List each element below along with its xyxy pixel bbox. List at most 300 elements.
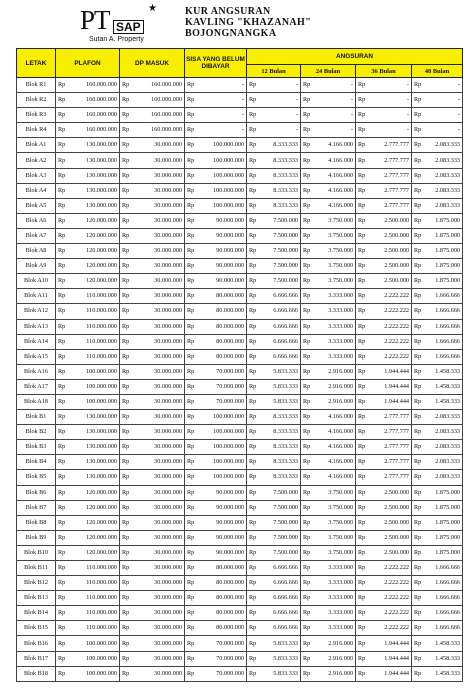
table-row xyxy=(17,500,463,515)
cell-letak: Blok R2 xyxy=(17,93,56,108)
cell-plafon xyxy=(56,93,120,108)
amount-value: 100.000.000 xyxy=(213,186,244,194)
amount-value: 1.875.000 xyxy=(435,503,460,511)
currency-label: Rp xyxy=(414,171,422,179)
cell-b36 xyxy=(356,621,412,636)
cell-b24 xyxy=(301,198,356,213)
amount-value: 8.333.333 xyxy=(273,156,298,164)
cell-b36 xyxy=(356,349,412,364)
currency-label: Rp xyxy=(249,382,257,390)
amount-value: 160.000.000 xyxy=(86,111,117,119)
cell-plafon xyxy=(56,425,120,440)
amount-value: 2.777.777 xyxy=(384,413,409,421)
amount-value: 4.166.000 xyxy=(328,141,353,149)
currency-label: Rp xyxy=(187,639,195,647)
amount-value: 30.000.000 xyxy=(154,594,182,602)
currency-label: Rp xyxy=(122,518,130,526)
cell-plafon xyxy=(56,153,120,168)
amount-value: 70.000.000 xyxy=(216,367,244,375)
amount-value: 5.833.333 xyxy=(273,669,298,677)
currency-label: Rp xyxy=(303,352,311,360)
amount-value: 5.833.333 xyxy=(273,654,298,662)
cell-b24 xyxy=(301,470,356,485)
cell-dp xyxy=(120,213,185,228)
amount-value: 30.000.000 xyxy=(154,337,182,345)
amount-value: 30.000.000 xyxy=(154,352,182,360)
currency-label: Rp xyxy=(358,186,366,194)
currency-label: Rp xyxy=(249,171,257,179)
currency-label: Rp xyxy=(249,428,257,436)
amount-value: 30.000.000 xyxy=(154,186,182,194)
currency-label: Rp xyxy=(358,518,366,526)
currency-label: Rp xyxy=(249,322,257,330)
table-row xyxy=(17,183,463,198)
cell-b12 xyxy=(247,244,301,259)
table-row xyxy=(17,576,463,591)
cell-dp xyxy=(120,108,185,123)
amount-value: 1.875.000 xyxy=(435,518,460,526)
amount-value: 120.000.000 xyxy=(86,548,117,556)
amount-value: 2.083.333 xyxy=(435,473,460,481)
cell-b24 xyxy=(301,621,356,636)
cell-sisa xyxy=(185,78,247,93)
amount-value: 3.750.000 xyxy=(328,231,353,239)
amount-value: 30.000.000 xyxy=(154,277,182,285)
cell-sisa xyxy=(185,606,247,621)
amount-value: 130.000.000 xyxy=(86,186,117,194)
cell-dp xyxy=(120,666,185,681)
amount-value: 110.000.000 xyxy=(86,352,117,360)
logo-tagline: Sutan A. Property xyxy=(89,36,144,43)
amount-value: 90.000.000 xyxy=(216,216,244,224)
currency-label: Rp xyxy=(122,639,130,647)
title-line-3: BOJONGNANGKA xyxy=(185,28,277,39)
currency-label: Rp xyxy=(187,126,195,134)
amount-value: 1.666.666 xyxy=(435,579,460,587)
currency-label: Rp xyxy=(358,639,366,647)
amount-value: 7.500.000 xyxy=(273,533,298,541)
currency-label: Rp xyxy=(414,533,422,541)
cell-b12 xyxy=(247,576,301,591)
cell-sisa xyxy=(185,289,247,304)
cell-dp xyxy=(120,123,185,138)
cell-plafon xyxy=(56,636,120,651)
amount-value: 3.750.000 xyxy=(328,277,353,285)
amount-value: 1.944.444 xyxy=(384,669,409,677)
amount-value: 80.000.000 xyxy=(216,564,244,572)
cell-letak: Blok A1 xyxy=(17,138,56,153)
currency-label: Rp xyxy=(58,307,66,315)
currency-label: Rp xyxy=(187,654,195,662)
currency-label: Rp xyxy=(249,669,257,677)
currency-label: Rp xyxy=(358,247,366,255)
amount-value: 80.000.000 xyxy=(216,337,244,345)
table-row xyxy=(17,621,463,636)
cell-b36 xyxy=(356,455,412,470)
amount-value: 30.000.000 xyxy=(154,292,182,300)
cell-sisa xyxy=(185,213,247,228)
amount-value: 90.000.000 xyxy=(216,231,244,239)
amount-value: 100.000.000 xyxy=(86,398,117,406)
currency-label: Rp xyxy=(303,518,311,526)
currency-label: Rp xyxy=(249,639,257,647)
cell-b12 xyxy=(247,545,301,560)
cell-b24 xyxy=(301,289,356,304)
cell-plafon xyxy=(56,334,120,349)
amount-value: 6.666.666 xyxy=(273,609,298,617)
amount-value: 110.000.000 xyxy=(86,337,117,345)
currency-label: Rp xyxy=(249,579,257,587)
currency-label: Rp xyxy=(122,292,130,300)
cell-letak: Blok B3 xyxy=(17,440,56,455)
cell-sisa xyxy=(185,198,247,213)
cell-plafon xyxy=(56,168,120,183)
cell-b36 xyxy=(356,123,412,138)
cell-b24 xyxy=(301,78,356,93)
amount-value: 2.500.000 xyxy=(384,533,409,541)
cell-b48 xyxy=(412,515,463,530)
currency-label: Rp xyxy=(303,292,311,300)
amount-value: 2.222.222 xyxy=(384,624,409,632)
amount-value: 130.000.000 xyxy=(86,201,117,209)
cell-sisa xyxy=(185,244,247,259)
col-header-letak: LETAK xyxy=(17,49,56,78)
currency-label: Rp xyxy=(122,398,130,406)
currency-label: Rp xyxy=(122,96,130,104)
logo-sap-mark: SAP xyxy=(113,20,144,34)
currency-label: Rp xyxy=(58,126,66,134)
amount-value: 110.000.000 xyxy=(86,579,117,587)
amount-value: 8.333.333 xyxy=(273,171,298,179)
currency-label: Rp xyxy=(187,564,195,572)
amount-value: 1.944.444 xyxy=(384,398,409,406)
cell-plafon xyxy=(56,259,120,274)
table-row xyxy=(17,606,463,621)
cell-b24 xyxy=(301,530,356,545)
currency-label: Rp xyxy=(303,231,311,239)
currency-label: Rp xyxy=(187,594,195,602)
cell-sisa xyxy=(185,561,247,576)
currency-label: Rp xyxy=(249,81,257,89)
amount-value: 160.000.000 xyxy=(151,111,182,119)
table-row xyxy=(17,470,463,485)
table-row xyxy=(17,228,463,243)
cell-b48 xyxy=(412,138,463,153)
currency-label: Rp xyxy=(58,579,66,587)
cell-b48 xyxy=(412,410,463,425)
amount-value: 30.000.000 xyxy=(154,156,182,164)
amount-value: 2.222.222 xyxy=(384,352,409,360)
amount-value: 30.000.000 xyxy=(154,669,182,677)
cell-letak: Blok A9 xyxy=(17,259,56,274)
cell-letak: Blok B15 xyxy=(17,621,56,636)
currency-label: Rp xyxy=(58,413,66,421)
cell-dp xyxy=(120,394,185,409)
currency-label: Rp xyxy=(414,669,422,677)
amount-value: 30.000.000 xyxy=(154,473,182,481)
cell-dp xyxy=(120,606,185,621)
cell-b48 xyxy=(412,636,463,651)
amount-value: 2.777.777 xyxy=(384,458,409,466)
currency-label: Rp xyxy=(187,96,195,104)
currency-label: Rp xyxy=(414,382,422,390)
cell-b48 xyxy=(412,228,463,243)
currency-label: Rp xyxy=(414,564,422,572)
table-row xyxy=(17,138,463,153)
currency-label: Rp xyxy=(187,488,195,496)
currency-label: Rp xyxy=(187,398,195,406)
amount-value: 1.875.000 xyxy=(435,247,460,255)
currency-label: Rp xyxy=(358,458,366,466)
currency-label: Rp xyxy=(358,352,366,360)
amount-value: 3.750.000 xyxy=(328,503,353,511)
amount-value: 6.666.666 xyxy=(273,337,298,345)
cell-b36 xyxy=(356,304,412,319)
cell-sisa xyxy=(185,349,247,364)
amount-value: 2.500.000 xyxy=(384,247,409,255)
amount-value: 100.000.000 xyxy=(86,382,117,390)
cell-b36 xyxy=(356,244,412,259)
currency-label: Rp xyxy=(414,503,422,511)
amount-value: 1.944.444 xyxy=(384,382,409,390)
cell-dp xyxy=(120,591,185,606)
cell-b48 xyxy=(412,349,463,364)
cell-b36 xyxy=(356,410,412,425)
currency-label: Rp xyxy=(358,216,366,224)
currency-label: Rp xyxy=(414,639,422,647)
currency-label: Rp xyxy=(303,262,311,270)
cell-b48 xyxy=(412,213,463,228)
currency-label: Rp xyxy=(58,141,66,149)
cell-plafon xyxy=(56,410,120,425)
cell-b12 xyxy=(247,123,301,138)
currency-label: Rp xyxy=(122,579,130,587)
currency-label: Rp xyxy=(122,352,130,360)
cell-b12 xyxy=(247,108,301,123)
amount-value: - xyxy=(350,81,353,89)
amount-value: 7.500.000 xyxy=(273,247,298,255)
currency-label: Rp xyxy=(187,201,195,209)
cell-letak: Blok A4 xyxy=(17,183,56,198)
currency-label: Rp xyxy=(358,443,366,451)
currency-label: Rp xyxy=(414,156,422,164)
amount-value: 110.000.000 xyxy=(86,322,117,330)
currency-label: Rp xyxy=(58,564,66,572)
amount-value: 3.750.000 xyxy=(328,518,353,526)
currency-label: Rp xyxy=(122,564,130,572)
cell-b36 xyxy=(356,561,412,576)
cell-b36 xyxy=(356,319,412,334)
cell-b12 xyxy=(247,138,301,153)
cell-dp xyxy=(120,530,185,545)
amount-value: 80.000.000 xyxy=(216,307,244,315)
amount-value: 3.750.000 xyxy=(328,247,353,255)
table-row xyxy=(17,349,463,364)
amount-value: 8.333.333 xyxy=(273,413,298,421)
amount-value: 100.000.000 xyxy=(86,367,117,375)
currency-label: Rp xyxy=(187,322,195,330)
amount-value: 3.333.000 xyxy=(328,352,353,360)
cell-dp xyxy=(120,153,185,168)
cell-plafon xyxy=(56,349,120,364)
currency-label: Rp xyxy=(187,609,195,617)
cell-b48 xyxy=(412,168,463,183)
amount-value: 80.000.000 xyxy=(216,292,244,300)
cell-b12 xyxy=(247,410,301,425)
amount-value: 6.666.666 xyxy=(273,322,298,330)
cell-b48 xyxy=(412,591,463,606)
cell-sisa xyxy=(185,470,247,485)
table-row xyxy=(17,244,463,259)
amount-value: 3.333.000 xyxy=(328,307,353,315)
amount-value: 2.777.777 xyxy=(384,201,409,209)
currency-label: Rp xyxy=(358,654,366,662)
cell-b12 xyxy=(247,213,301,228)
currency-label: Rp xyxy=(303,201,311,209)
cell-sisa xyxy=(185,425,247,440)
cell-sisa xyxy=(185,108,247,123)
cell-sisa xyxy=(185,168,247,183)
amount-value: 100.000.000 xyxy=(213,428,244,436)
currency-label: Rp xyxy=(249,277,257,285)
amount-value: 2.083.333 xyxy=(435,201,460,209)
cell-b12 xyxy=(247,666,301,681)
cell-plafon xyxy=(56,364,120,379)
cell-b24 xyxy=(301,334,356,349)
cell-b48 xyxy=(412,259,463,274)
amount-value: 1.666.666 xyxy=(435,352,460,360)
amount-value: 4.166.000 xyxy=(328,171,353,179)
cell-b24 xyxy=(301,651,356,666)
cell-b12 xyxy=(247,394,301,409)
col-header-plafon: PLAFON xyxy=(56,49,120,78)
table-body xyxy=(17,78,463,682)
col-header-48-bulan: 48 Bulan xyxy=(412,65,463,78)
amount-value: 80.000.000 xyxy=(216,579,244,587)
currency-label: Rp xyxy=(187,352,195,360)
cell-dp xyxy=(120,440,185,455)
cell-b48 xyxy=(412,651,463,666)
amount-value: 2.083.333 xyxy=(435,443,460,451)
cell-dp xyxy=(120,319,185,334)
currency-label: Rp xyxy=(58,533,66,541)
amount-value: 100.000.000 xyxy=(86,639,117,647)
cell-sisa xyxy=(185,259,247,274)
currency-label: Rp xyxy=(187,111,195,119)
currency-label: Rp xyxy=(187,156,195,164)
currency-label: Rp xyxy=(187,186,195,194)
amount-value: 2.916.000 xyxy=(328,654,353,662)
table-row xyxy=(17,545,463,560)
cell-dp xyxy=(120,304,185,319)
amount-value: 30.000.000 xyxy=(154,624,182,632)
currency-label: Rp xyxy=(358,548,366,556)
amount-value: 2.222.222 xyxy=(384,564,409,572)
currency-label: Rp xyxy=(122,201,130,209)
cell-dp xyxy=(120,93,185,108)
amount-value: 90.000.000 xyxy=(216,518,244,526)
currency-label: Rp xyxy=(58,216,66,224)
table-row xyxy=(17,485,463,500)
amount-value: 4.166.000 xyxy=(328,428,353,436)
table-row xyxy=(17,198,463,213)
amount-value: 90.000.000 xyxy=(216,488,244,496)
currency-label: Rp xyxy=(187,533,195,541)
amount-value: 2.777.777 xyxy=(384,186,409,194)
currency-label: Rp xyxy=(358,367,366,375)
currency-label: Rp xyxy=(249,201,257,209)
cell-plafon xyxy=(56,651,120,666)
currency-label: Rp xyxy=(58,428,66,436)
cell-plafon xyxy=(56,470,120,485)
currency-label: Rp xyxy=(358,579,366,587)
cell-plafon xyxy=(56,561,120,576)
currency-label: Rp xyxy=(58,398,66,406)
currency-label: Rp xyxy=(414,518,422,526)
currency-label: Rp xyxy=(58,609,66,617)
cell-b48 xyxy=(412,561,463,576)
currency-label: Rp xyxy=(58,156,66,164)
cell-letak: Blok A5 xyxy=(17,198,56,213)
amount-value: 6.666.666 xyxy=(273,292,298,300)
cell-b12 xyxy=(247,349,301,364)
cell-b48 xyxy=(412,576,463,591)
currency-label: Rp xyxy=(358,201,366,209)
currency-label: Rp xyxy=(58,382,66,390)
cell-plafon xyxy=(56,228,120,243)
cell-plafon xyxy=(56,606,120,621)
cell-b36 xyxy=(356,228,412,243)
currency-label: Rp xyxy=(414,307,422,315)
currency-label: Rp xyxy=(414,337,422,345)
currency-label: Rp xyxy=(58,639,66,647)
cell-dp xyxy=(120,379,185,394)
cell-b36 xyxy=(356,500,412,515)
amount-value: 30.000.000 xyxy=(154,141,182,149)
cell-dp xyxy=(120,289,185,304)
amount-value: 30.000.000 xyxy=(154,201,182,209)
amount-value: 30.000.000 xyxy=(154,503,182,511)
currency-label: Rp xyxy=(187,443,195,451)
cell-sisa xyxy=(185,228,247,243)
cell-b48 xyxy=(412,485,463,500)
amount-value: 3.750.000 xyxy=(328,262,353,270)
cell-letak: Blok B2 xyxy=(17,425,56,440)
currency-label: Rp xyxy=(303,413,311,421)
currency-label: Rp xyxy=(249,413,257,421)
currency-label: Rp xyxy=(58,367,66,375)
cell-plafon xyxy=(56,530,120,545)
cell-b12 xyxy=(247,621,301,636)
cell-b48 xyxy=(412,666,463,681)
currency-label: Rp xyxy=(303,186,311,194)
currency-label: Rp xyxy=(358,126,366,134)
amount-value: 1.458.333 xyxy=(435,382,460,390)
currency-label: Rp xyxy=(187,579,195,587)
currency-label: Rp xyxy=(414,594,422,602)
cell-plafon xyxy=(56,213,120,228)
amount-value: 1.458.333 xyxy=(435,669,460,677)
cell-b48 xyxy=(412,183,463,198)
currency-label: Rp xyxy=(249,292,257,300)
currency-label: Rp xyxy=(414,458,422,466)
currency-label: Rp xyxy=(303,443,311,451)
currency-label: Rp xyxy=(249,352,257,360)
cell-b24 xyxy=(301,545,356,560)
cell-letak: Blok B11 xyxy=(17,561,56,576)
cell-b12 xyxy=(247,500,301,515)
amount-value: 1.458.333 xyxy=(435,367,460,375)
